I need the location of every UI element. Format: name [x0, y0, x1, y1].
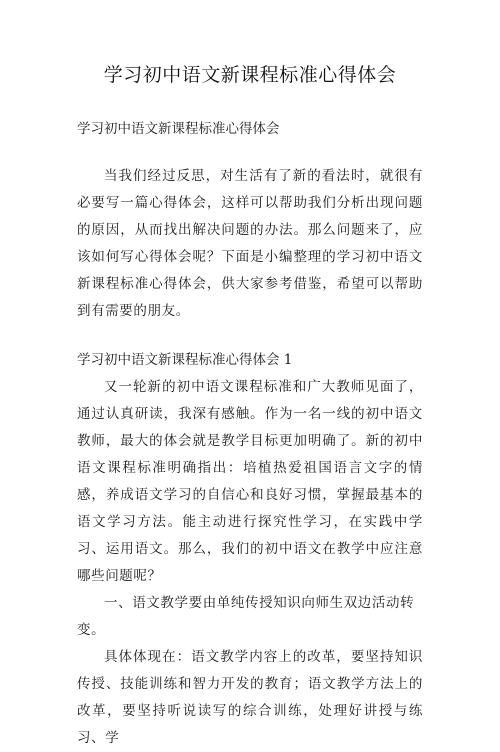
- section-1-paragraph-1: 又一轮新的初中语文课程标准和广大教师见面了，通过认真研读，我深有感触。作为一名一线的初中语文教师，最大的体会就是教学目标更加明确了。新的初中语文课程标准明确指出：培植热爱祖国语言文字的情感，养成语文学习的自信心和良好习惯，掌握最基本的语文学习方法。能主动进行探究性学习，在实践中学习、运用语文。那么，我们的初中语文在教学中应注意哪些问题呢？: [77, 379, 423, 584]
- section-1-point-1: 一、语文教学要由单纯传授知识向师生双边活动转变。: [77, 595, 415, 638]
- document-subtitle: 学习初中语文新课程标准心得体会: [77, 121, 280, 137]
- document-title: 学习初中语文新课程标准心得体会: [103, 64, 397, 86]
- section-1-title: 学习初中语文新课程标准心得体会 1: [77, 352, 293, 368]
- intro-paragraph: 当我们经过反思，对生活有了新的看法时，就很有必要写一篇心得体会，这样可以帮助我们分析出现问题的原因，从而找出解决问题的办法。那么问题来了，应该如何写心得体会呢？下面是小编整理的学习初中语文新课程标准心得体会，供大家参考借鉴，希望可以帮助到有需要的朋友。: [77, 168, 423, 319]
- section-1-paragraph-2: 具体体现在：语文教学内容上的改革，要坚持知识传授、技能训练和智力开发的教育；语文教学方法上的改革，要坚持听说读写的综合训练，处理好讲授与练习、学: [77, 649, 423, 746]
